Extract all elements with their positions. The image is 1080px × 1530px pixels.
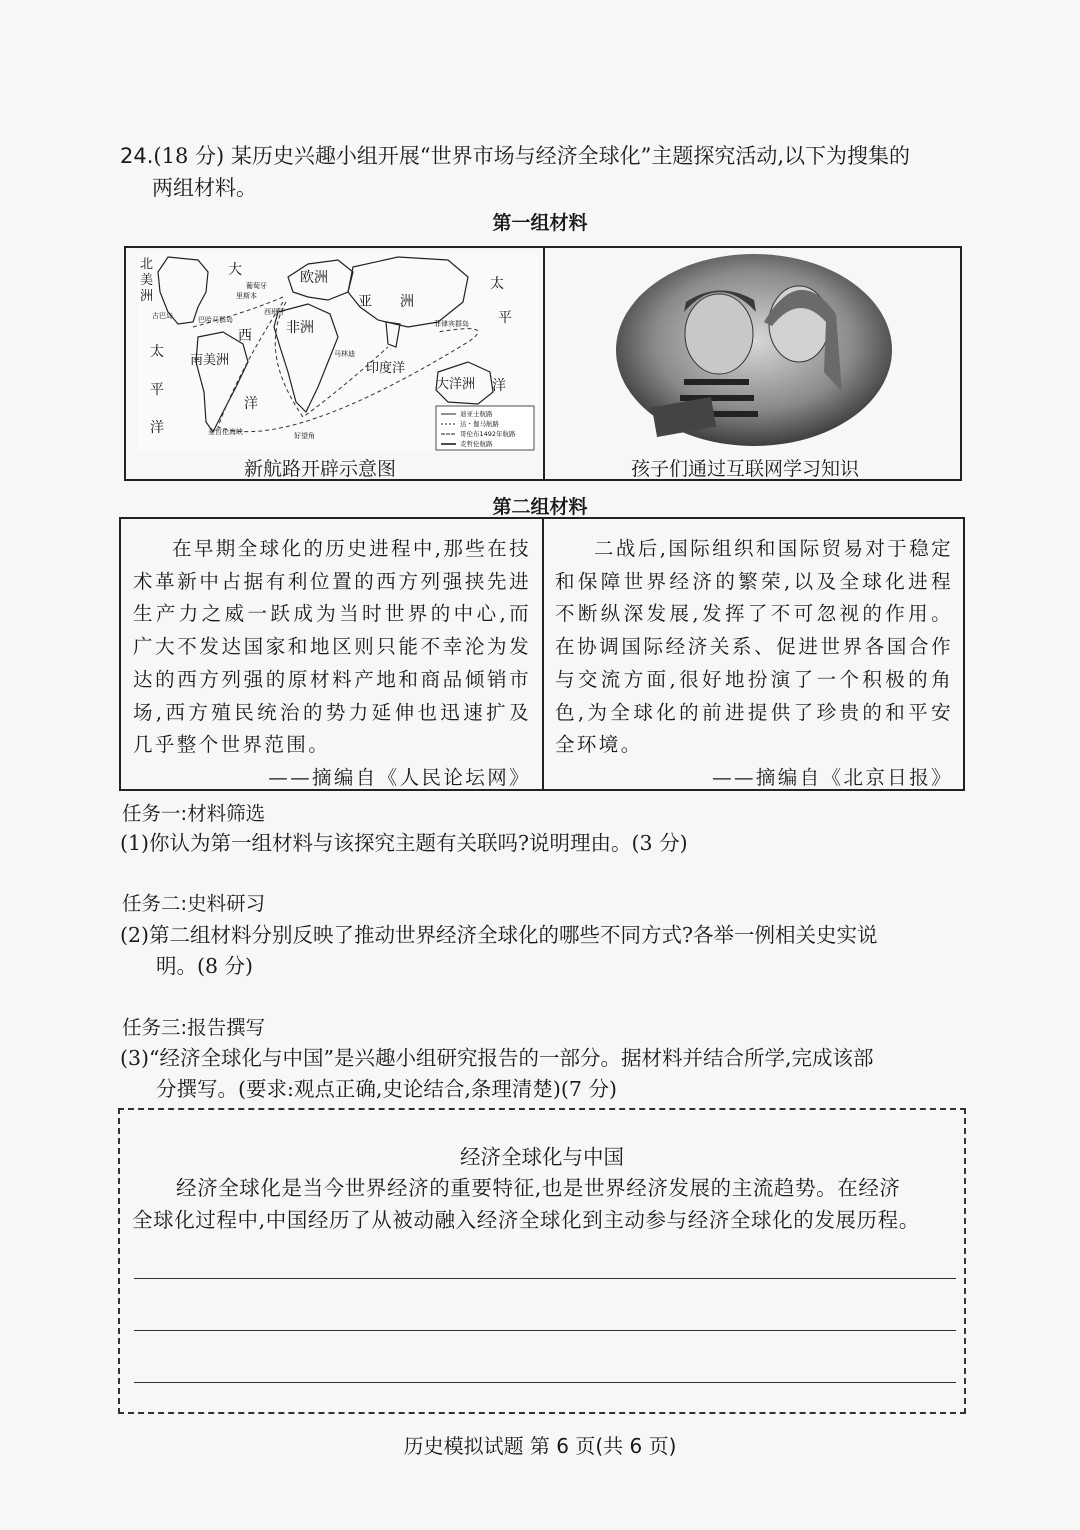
report-line2: 全球化过程中,中国经历了从被动融入经济全球化到主动参与经济全球化的发展历程。 bbox=[132, 1208, 920, 1232]
report-title: 经济全球化与中国 bbox=[460, 1145, 624, 1169]
legend-item-magellan: 麦哲伦航路 bbox=[460, 440, 493, 448]
photo-caption: 孩子们通过互联网学习知识 bbox=[631, 458, 860, 480]
task2-heading: 任务二:史料研习 bbox=[122, 892, 266, 915]
legend-item-dias: 迪亚士航路 bbox=[460, 410, 493, 418]
map-label-na1: 北 bbox=[140, 257, 154, 272]
map-label-philippines: 菲律宾群岛 bbox=[434, 320, 469, 328]
task2-question-text: (2)第二组材料分别反映了推动世界经济全球化的哪些不同方式?各举一例相关史实说 bbox=[120, 923, 878, 947]
map-label-asia1: 亚 bbox=[358, 294, 372, 310]
map-label-asia2: 洲 bbox=[400, 294, 414, 310]
map-label-pacific-l3: 洋 bbox=[150, 420, 164, 436]
map-label-lisbon: 里斯本 bbox=[236, 292, 257, 300]
task1-question-text: (1)你认为第一组材料与该探究主题有关联吗?说明理由。(3 分) bbox=[120, 831, 688, 855]
map-label-pacific-r2: 平 bbox=[498, 310, 512, 326]
page-footer: 历史模拟试题 第 6 页(共 6 页) bbox=[403, 1434, 677, 1458]
material-left bbox=[133, 533, 531, 795]
map-label-magellan-strait: 麦哲伦海峡 bbox=[208, 428, 243, 436]
voyages-map bbox=[138, 252, 538, 452]
map-label-ocean-mid: 洋 bbox=[244, 396, 258, 412]
task1-question bbox=[120, 828, 970, 859]
map-label-pacific-r1: 太 bbox=[490, 276, 504, 292]
map-label-na3: 洲 bbox=[140, 289, 154, 304]
group1-box bbox=[124, 246, 962, 481]
map-label-oceania: 大洋洲 bbox=[436, 377, 476, 392]
legend-item-columbus: 哥伦布1492年航路 bbox=[460, 430, 516, 438]
answer-line[interactable] bbox=[134, 1278, 956, 1279]
map-label-na2: 美 bbox=[140, 273, 154, 288]
group1-divider bbox=[543, 248, 545, 479]
task3-question bbox=[120, 1043, 970, 1105]
material-left-source: ——摘编自《人民论坛网》 bbox=[268, 765, 531, 789]
map-label-pacific-l2: 平 bbox=[150, 382, 164, 398]
legend-item-da-gama: 达・伽马航路 bbox=[460, 420, 499, 428]
material-right bbox=[555, 533, 953, 795]
answer-line[interactable] bbox=[134, 1382, 956, 1383]
map-caption: 新航路开辟示意图 bbox=[244, 458, 397, 480]
map-label-ocean-r: 洋 bbox=[492, 378, 506, 394]
map-label-africa: 非洲 bbox=[286, 320, 314, 336]
material-right-text: 二战后,国际组织和国际贸易对于稳定和保障世界经济的繁荣,以及全球化进程不断纵深发展,发挥了不可忽视的作用。在协调国际经济关系、促进世界各国合作与交流方面,很好地扮演了一个积极的角色,为全球化的前进提供了珍贵的和平安全环境。 bbox=[555, 537, 953, 757]
report-line1: 经济全球化是当今世界经济的重要特征,也是世界经济发展的主流趋势。在经济 bbox=[176, 1176, 901, 1200]
report-body bbox=[132, 1172, 954, 1236]
group2-title: 第二组材料 bbox=[492, 496, 588, 518]
map-label-spain: 西班牙 bbox=[264, 308, 285, 316]
task2-question bbox=[120, 920, 970, 982]
question-intro-line1: (18 分) 某历史兴趣小组开展“世界市场与经济全球化”主题探究活动,以下为搜集的 bbox=[153, 144, 911, 168]
map-label-west: 西 bbox=[238, 328, 252, 344]
map-label-europe: 欧洲 bbox=[300, 270, 328, 286]
task3-question-cont: 分撰写。(要求:观点正确,史论结合,条理清楚)(7 分) bbox=[156, 1077, 617, 1101]
question-intro-line2: 两组材料。 bbox=[152, 176, 257, 200]
map-label-south-america: 南美洲 bbox=[190, 353, 230, 368]
question-number: 24. bbox=[120, 144, 154, 168]
map-label-indian-ocean: 印度洋 bbox=[366, 361, 406, 376]
task3-question-text: (3)“经济全球化与中国”是兴趣小组研究报告的一部分。据材料并结合所学,完成该部 bbox=[120, 1046, 874, 1070]
task1-heading: 任务一:材料筛选 bbox=[122, 802, 266, 825]
material-left-text: 在早期全球化的历史进程中,那些在技术革新中占据有利位置的西方列强挟先进生产力之威一跃成为当时世界的中心,而广大不发达国家和地区则只能不幸沦为发达的西方列强的原材料产地和商品倾销市场,西方殖民统治的势力延伸也迅速扩及几乎整个世界范围。 bbox=[133, 537, 531, 757]
question-intro bbox=[120, 140, 970, 204]
map-label-bahamas: 巴哈马群岛 bbox=[198, 316, 233, 324]
map-label-portugal: 葡萄牙 bbox=[246, 282, 267, 290]
group2-box bbox=[119, 517, 965, 791]
map-label-cuba: 古巴岛 bbox=[152, 312, 173, 320]
map-label-malindi: 马林迪 bbox=[334, 350, 355, 358]
material-right-source: ——摘编自《北京日报》 bbox=[712, 765, 953, 789]
report-box bbox=[118, 1108, 966, 1414]
task2-question-cont: 明。(8 分) bbox=[156, 954, 254, 978]
map-legend bbox=[436, 406, 534, 450]
map-label-cape: 好望角 bbox=[294, 432, 315, 440]
group1-title: 第一组材料 bbox=[492, 212, 588, 234]
task3-heading: 任务三:报告撰写 bbox=[122, 1016, 266, 1039]
answer-line[interactable] bbox=[134, 1330, 956, 1331]
children-internet-photo bbox=[614, 252, 894, 448]
map-label-pacific-l1: 太 bbox=[150, 344, 164, 360]
group2-divider bbox=[542, 519, 544, 789]
map-label-atlantic: 大 bbox=[228, 262, 242, 278]
